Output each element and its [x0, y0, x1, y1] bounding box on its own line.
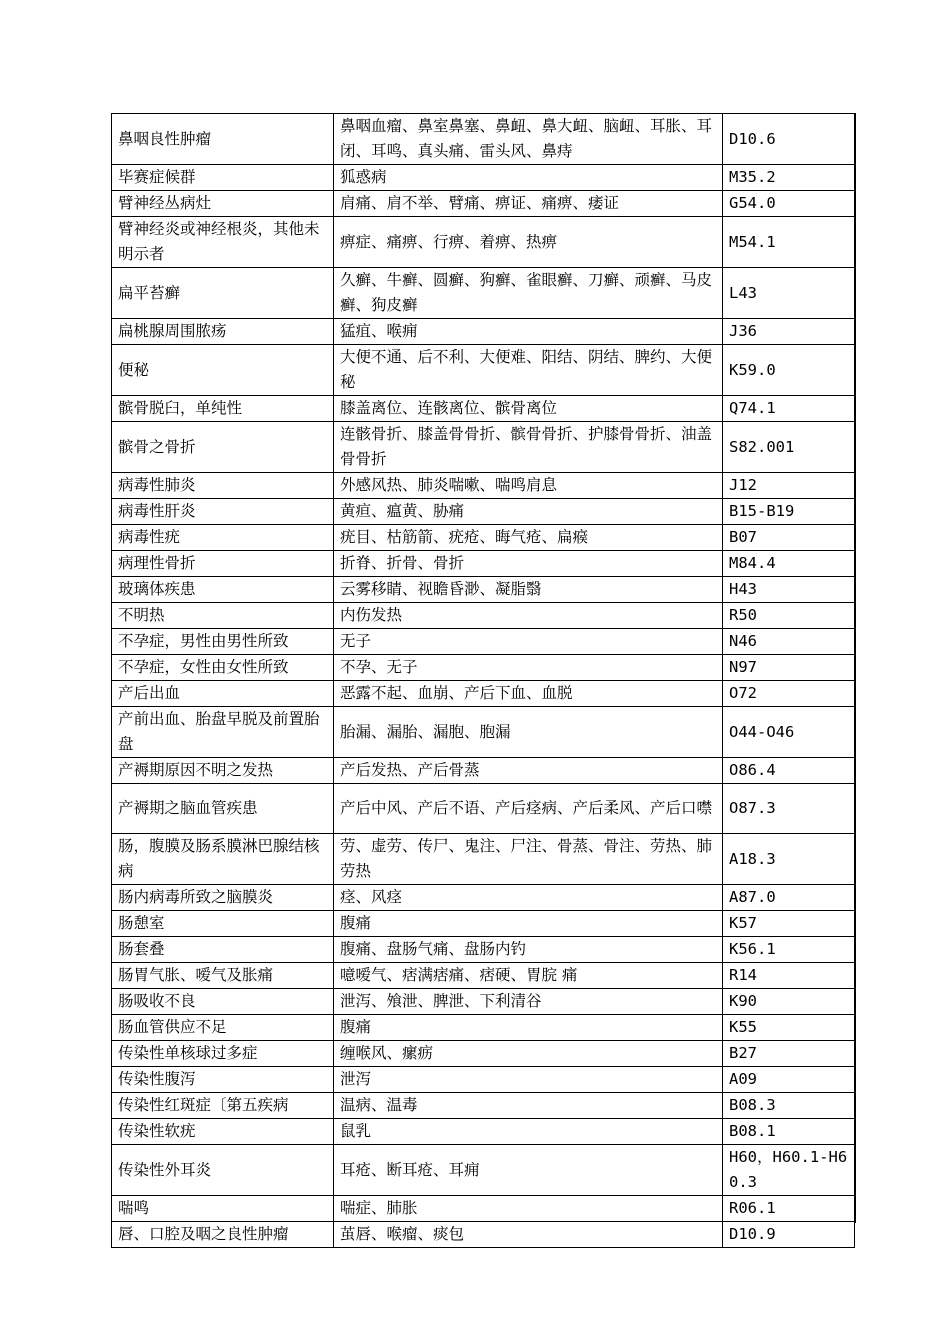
icd-code-cell: G54.0	[723, 191, 855, 217]
table-right-edge	[855, 113, 856, 1223]
tcm-terms-cell: 连骸骨折、膝盖骨骨折、髌骨骨折、护膝骨骨折、油盖骨骨折	[334, 422, 723, 473]
table-row	[112, 629, 855, 655]
table-row	[112, 165, 855, 191]
disease-name-cell: 髌骨之骨折	[112, 422, 334, 473]
table-row	[112, 1093, 855, 1119]
table-row	[112, 473, 855, 499]
table-row	[112, 1041, 855, 1067]
tcm-terms-cell: 痉、风痉	[334, 885, 723, 911]
icd-code-cell: A09	[723, 1067, 855, 1093]
tcm-terms-cell: 劳、虚劳、传尸、鬼注、尸注、骨蒸、骨注、劳热、肺劳热	[334, 834, 723, 885]
icd-code-cell: B27	[723, 1041, 855, 1067]
tcm-terms-cell: 泄泻	[334, 1067, 723, 1093]
icd-code-cell: K90	[723, 989, 855, 1015]
icd-code-cell: B15-B19	[723, 499, 855, 525]
disease-name-cell: 传染性外耳炎	[112, 1145, 334, 1196]
tcm-terms-cell: 噫嗳气、痞满痞痛、痞硬、胃脘 痛	[334, 963, 723, 989]
table-row	[112, 396, 855, 422]
tcm-terms-cell: 鼻咽血瘤、鼻室鼻塞、鼻衄、鼻大衄、脑衄、耳胀、耳闭、耳鸣、真头痛、雷头风、鼻痔	[334, 114, 723, 165]
table-row	[112, 1067, 855, 1093]
table-row	[112, 784, 855, 834]
icd-code-cell: K55	[723, 1015, 855, 1041]
table-row	[112, 655, 855, 681]
table-row	[112, 989, 855, 1015]
tcm-terms-cell: 内伤发热	[334, 603, 723, 629]
disease-name-cell: 不孕症，女性由女性所致	[112, 655, 334, 681]
table-row	[112, 1015, 855, 1041]
icd-code-cell: R14	[723, 963, 855, 989]
icd-code-cell: B07	[723, 525, 855, 551]
icd-code-cell: H43	[723, 577, 855, 603]
icd-code-cell: O72	[723, 681, 855, 707]
disease-name-cell: 传染性红斑症〔第五疾病	[112, 1093, 334, 1119]
icd-code-cell: L43	[723, 268, 855, 319]
table-row	[112, 603, 855, 629]
tcm-terms-cell: 腹痛	[334, 1015, 723, 1041]
disease-name-cell: 肠血管供应不足	[112, 1015, 334, 1041]
tcm-terms-cell: 云雾移睛、视瞻昏渺、凝脂翳	[334, 577, 723, 603]
disease-name-cell: 喘鸣	[112, 1196, 334, 1222]
tcm-terms-cell: 泄泻、飧泄、脾泄、下利清谷	[334, 989, 723, 1015]
table-row	[112, 834, 855, 885]
disease-name-cell: 病毒性疣	[112, 525, 334, 551]
icd-code-cell: D10.9	[723, 1222, 855, 1248]
table-row	[112, 1196, 855, 1222]
icd-code-cell: N46	[723, 629, 855, 655]
table-row	[112, 885, 855, 911]
disease-name-cell: 产后出血	[112, 681, 334, 707]
disease-name-cell: 肠胃气胀、嗳气及胀痛	[112, 963, 334, 989]
tcm-terms-cell: 缠喉风、瘰疬	[334, 1041, 723, 1067]
disease-name-cell: 肠套叠	[112, 937, 334, 963]
table-body	[112, 114, 855, 1248]
disease-code-table	[111, 113, 855, 1248]
table-row	[112, 1222, 855, 1248]
icd-code-cell: H60，H60.1-H60.3	[723, 1145, 855, 1196]
tcm-terms-cell: 膝盖离位、连骸离位、髌骨离位	[334, 396, 723, 422]
tcm-terms-cell: 温病、温毒	[334, 1093, 723, 1119]
disease-name-cell: 传染性单核球过多症	[112, 1041, 334, 1067]
disease-name-cell: 玻璃体疾患	[112, 577, 334, 603]
icd-code-cell: K56.1	[723, 937, 855, 963]
tcm-terms-cell: 大便不通、后不利、大便难、阳结、阴结、脾约、大便秘	[334, 345, 723, 396]
tcm-terms-cell: 肩痛、肩不举、臂痛、痹证、痛痹、痿证	[334, 191, 723, 217]
disease-name-cell: 扁平苔癣	[112, 268, 334, 319]
icd-code-cell: O86.4	[723, 758, 855, 784]
disease-name-cell: 臂神经丛病灶	[112, 191, 334, 217]
disease-name-cell: 病毒性肝炎	[112, 499, 334, 525]
table-row	[112, 268, 855, 319]
disease-name-cell: 传染性腹泻	[112, 1067, 334, 1093]
tcm-terms-cell: 喘症、肺胀	[334, 1196, 723, 1222]
table-row	[112, 114, 855, 165]
table-row	[112, 191, 855, 217]
table-row	[112, 525, 855, 551]
table-row	[112, 422, 855, 473]
disease-name-cell: 肠憩室	[112, 911, 334, 937]
disease-name-cell: 髌骨脱臼，单纯性	[112, 396, 334, 422]
disease-name-cell: 便秘	[112, 345, 334, 396]
disease-name-cell: 唇、口腔及咽之良性肿瘤	[112, 1222, 334, 1248]
disease-name-cell: 臂神经炎或神经根炎，其他未明示者	[112, 217, 334, 268]
table-row	[112, 319, 855, 345]
icd-code-cell: J36	[723, 319, 855, 345]
table-row	[112, 217, 855, 268]
disease-name-cell: 不明热	[112, 603, 334, 629]
tcm-terms-cell: 外感风热、肺炎喘嗽、喘鸣肩息	[334, 473, 723, 499]
icd-code-cell: B08.1	[723, 1119, 855, 1145]
table-row	[112, 551, 855, 577]
table-row	[112, 499, 855, 525]
icd-code-cell: R06.1	[723, 1196, 855, 1222]
tcm-terms-cell: 产后中风、产后不语、产后痉病、产后柔风、产后口噤	[334, 784, 723, 834]
disease-name-cell: 病理性骨折	[112, 551, 334, 577]
disease-name-cell: 肠内病毒所致之脑膜炎	[112, 885, 334, 911]
table-row	[112, 1145, 855, 1196]
disease-name-cell: 产前出血、胎盘早脱及前置胎盘	[112, 707, 334, 758]
icd-code-cell: N97	[723, 655, 855, 681]
icd-code-cell: J12	[723, 473, 855, 499]
icd-code-cell: M84.4	[723, 551, 855, 577]
icd-code-cell: S82.001	[723, 422, 855, 473]
tcm-terms-cell: 黄疸、瘟黄、胁痛	[334, 499, 723, 525]
table-row	[112, 911, 855, 937]
icd-code-cell: B08.3	[723, 1093, 855, 1119]
tcm-terms-cell: 产后发热、产后骨蒸	[334, 758, 723, 784]
icd-code-cell: A18.3	[723, 834, 855, 885]
disease-name-cell: 肠，腹膜及肠系膜淋巴腺结核病	[112, 834, 334, 885]
icd-code-cell: O87.3	[723, 784, 855, 834]
icd-code-cell: Q74.1	[723, 396, 855, 422]
disease-name-cell: 产褥期原因不明之发热	[112, 758, 334, 784]
table-row	[112, 963, 855, 989]
icd-code-cell: A87.0	[723, 885, 855, 911]
table-row	[112, 345, 855, 396]
tcm-terms-cell: 鼠乳	[334, 1119, 723, 1145]
disease-name-cell: 不孕症，男性由男性所致	[112, 629, 334, 655]
table-row	[112, 577, 855, 603]
tcm-terms-cell: 折脊、折骨、骨折	[334, 551, 723, 577]
table-row	[112, 937, 855, 963]
disease-name-cell: 传染性软疣	[112, 1119, 334, 1145]
disease-name-cell: 扁桃腺周围脓疡	[112, 319, 334, 345]
icd-code-cell: M35.2	[723, 165, 855, 191]
disease-name-cell: 鼻咽良性肿瘤	[112, 114, 334, 165]
tcm-terms-cell: 痹症、痛痹、行痹、着痹、热痹	[334, 217, 723, 268]
tcm-terms-cell: 腹痛、盘肠气痛、盘肠内钓	[334, 937, 723, 963]
disease-name-cell: 产褥期之脑血管疾患	[112, 784, 334, 834]
tcm-terms-cell: 胎漏、漏胎、漏胞、胞漏	[334, 707, 723, 758]
icd-code-cell: K59.0	[723, 345, 855, 396]
icd-code-cell: K57	[723, 911, 855, 937]
table-row	[112, 707, 855, 758]
tcm-terms-cell: 无子	[334, 629, 723, 655]
tcm-terms-cell: 久癣、牛癣、圆癣、狗癣、雀眼癣、刀癣、顽癣、马皮癣、狗皮癣	[334, 268, 723, 319]
disease-name-cell: 肠吸收不良	[112, 989, 334, 1015]
table-row	[112, 758, 855, 784]
icd-code-cell: D10.6	[723, 114, 855, 165]
tcm-terms-cell: 狐惑病	[334, 165, 723, 191]
tcm-terms-cell: 腹痛	[334, 911, 723, 937]
table-row	[112, 681, 855, 707]
disease-name-cell: 病毒性肺炎	[112, 473, 334, 499]
tcm-terms-cell: 耳疮、断耳疮、耳痈	[334, 1145, 723, 1196]
tcm-terms-cell: 茧唇、喉瘤、痰包	[334, 1222, 723, 1248]
icd-code-cell: M54.1	[723, 217, 855, 268]
tcm-terms-cell: 恶露不起、血崩、产后下血、血脱	[334, 681, 723, 707]
tcm-terms-cell: 疣目、枯筋箭、疣疮、晦气疮、扁瘊	[334, 525, 723, 551]
tcm-terms-cell: 猛疽、喉痈	[334, 319, 723, 345]
icd-code-cell: O44-O46	[723, 707, 855, 758]
disease-name-cell: 毕赛症候群	[112, 165, 334, 191]
icd-code-cell: R50	[723, 603, 855, 629]
tcm-terms-cell: 不孕、无子	[334, 655, 723, 681]
table-row	[112, 1119, 855, 1145]
